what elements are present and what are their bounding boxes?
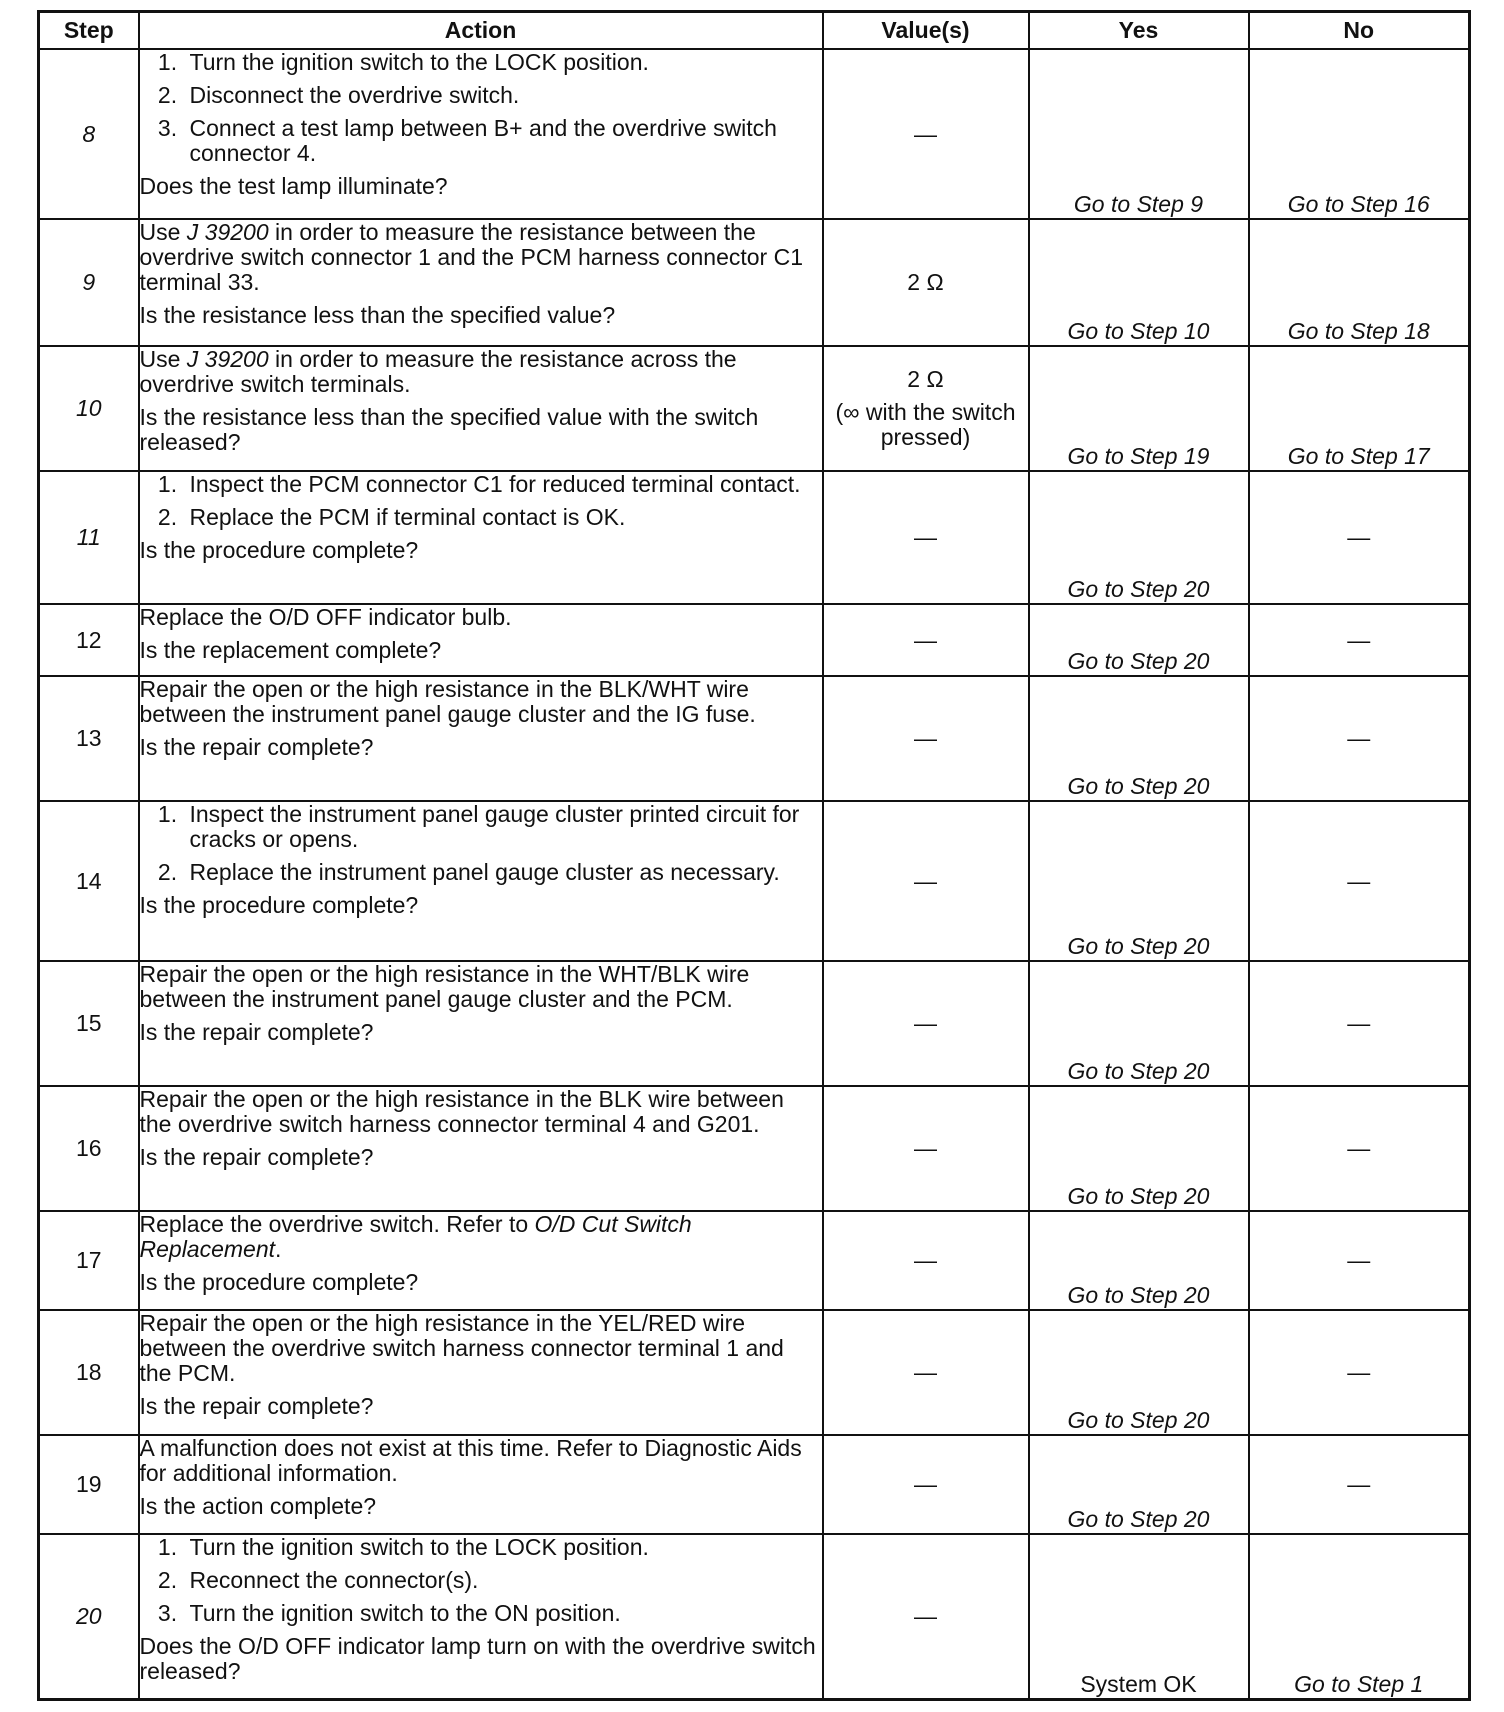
action-text [140,220,822,295]
no-cell: — [1249,801,1470,961]
action-question: Is the procedure complete? [139,537,419,563]
action-text-part: Use [139,346,187,372]
action-list [140,50,822,166]
step-number: 12 [39,604,139,676]
action-question: Is the repair complete? [139,734,374,760]
yes-cell: Go to Step 19 [1029,346,1249,471]
action-text-part: in order to measure the resistance between the overdrive switch connector 1 and the PCM harness connector C1 terminal 33. [139,219,803,295]
value-cell: — [823,1534,1029,1699]
step-number: 20 [39,1534,139,1699]
action-question: Is the procedure complete? [139,892,419,918]
action-cell [139,801,823,961]
step-number: 9 [39,219,139,346]
table-row [39,961,1470,1086]
table-row [39,604,1470,676]
no-cell: — [1249,961,1470,1086]
value-cell: — [823,961,1029,1086]
step-number: 18 [39,1310,139,1435]
tool-reference: J 39200 [186,346,269,372]
value-cell: — [823,801,1029,961]
value-cell [823,346,1029,471]
table-row [39,49,1470,219]
action-cell [139,604,823,676]
step-number: 14 [39,801,139,961]
header-action: Action [139,12,823,50]
no-cell: Go to Step 17 [1249,346,1470,471]
table-row [39,346,1470,471]
action-question: Is the resistance less than the specified value? [139,302,616,328]
action-text: Repair the open or the high resistance in the YEL/RED wire between the overdrive switch harness connector terminal 1 and the PCM. [139,1310,784,1386]
action-text: Repair the open or the high resistance in the WHT/BLK wire between the instrument panel gauge cluster and the PCM. [139,961,750,1012]
step-number: 10 [39,346,139,471]
step-number: 13 [39,676,139,801]
action-list-item: 1. Inspect the PCM connector C1 for reduced terminal contact. [184,472,822,497]
no-cell: — [1249,1310,1470,1435]
header-step: Step [39,12,139,50]
action-text: A malfunction does not exist at this time. Refer to Diagnostic Aids for additional information. [139,1435,802,1486]
action-cell [139,961,823,1086]
yes-cell: Go to Step 20 [1029,1435,1249,1534]
no-cell: — [1249,1086,1470,1211]
action-cell [139,1435,823,1534]
action-question: Is the procedure complete? [139,1269,419,1295]
action-text-part: Use [139,219,187,245]
header-row [39,12,1470,50]
action-text: Replace the O/D OFF indicator bulb. [139,604,512,630]
yes-cell: Go to Step 20 [1029,1086,1249,1211]
table-row [39,219,1470,346]
procedure-reference: O/D Cut Switch Replacement [139,1211,692,1262]
yes-cell: Go to Step 20 [1029,604,1249,676]
value-cell: — [823,1435,1029,1534]
action-list [140,802,822,885]
no-cell: — [1249,471,1470,604]
table-row [39,1310,1470,1435]
table-row [39,1086,1470,1211]
yes-cell: Go to Step 20 [1029,961,1249,1086]
diagnostic-table [37,10,1471,1701]
header-yes: Yes [1029,12,1249,50]
value-cell: — [823,1211,1029,1310]
value-cell: 2 Ω [823,219,1029,346]
action-cell [139,49,823,219]
action-list-item: 2. Disconnect the overdrive switch. [184,83,822,108]
action-text-part: in order to measure the resistance across the overdrive switch terminals. [139,346,737,397]
value-cell: — [823,604,1029,676]
yes-cell: Go to Step 20 [1029,471,1249,604]
step-number: 8 [39,49,139,219]
header-no: No [1249,12,1470,50]
action-list [140,1535,822,1626]
action-list-item: 1. Inspect the instrument panel gauge cluster printed circuit for cracks or opens. [184,802,822,852]
tool-reference: J 39200 [186,219,269,245]
no-cell: — [1249,676,1470,801]
yes-cell: Go to Step 20 [1029,801,1249,961]
action-list-item: 1. Turn the ignition switch to the LOCK position. [184,50,822,75]
no-cell: — [1249,1211,1470,1310]
action-cell [139,1534,823,1699]
value-cell: — [823,1310,1029,1435]
action-cell [139,219,823,346]
table-row [39,676,1470,801]
header-values: Value(s) [823,12,1029,50]
value-cell: — [823,49,1029,219]
action-list-item: 2. Replace the instrument panel gauge cluster as necessary. [184,860,822,885]
value-cell: — [823,1086,1029,1211]
action-question: Does the O/D OFF indicator lamp turn on with the overdrive switch released? [139,1633,816,1684]
action-cell [139,471,823,604]
action-question: Is the action complete? [139,1493,377,1519]
no-cell: — [1249,604,1470,676]
no-cell: Go to Step 16 [1249,49,1470,219]
step-number: 19 [39,1435,139,1534]
yes-cell: Go to Step 10 [1029,219,1249,346]
step-number: 16 [39,1086,139,1211]
action-list-item: 3. Turn the ignition switch to the ON position. [184,1601,822,1626]
action-list [140,472,822,530]
action-list-item: 1. Turn the ignition switch to the LOCK position. [184,1535,822,1560]
value-main: 2 Ω [907,366,944,392]
table-row [39,1211,1470,1310]
action-text-part: . [275,1236,282,1262]
action-text [140,347,822,397]
value-note: (∞ with the switch pressed) [835,399,1016,450]
action-cell [139,1086,823,1211]
step-number: 11 [39,471,139,604]
action-question: Is the repair complete? [139,1393,374,1419]
action-question: Is the repair complete? [139,1144,374,1170]
action-question: Is the resistance less than the specified value with the switch released? [139,404,759,455]
yes-cell: Go to Step 9 [1029,49,1249,219]
action-question: Is the repair complete? [139,1019,374,1045]
action-cell [139,346,823,471]
action-cell [139,676,823,801]
no-cell: Go to Step 18 [1249,219,1470,346]
yes-cell: Go to Step 20 [1029,676,1249,801]
action-text [140,1212,822,1262]
step-number: 17 [39,1211,139,1310]
yes-cell: Go to Step 20 [1029,1310,1249,1435]
action-question: Does the test lamp illuminate? [139,173,448,199]
action-cell [139,1211,823,1310]
no-cell: — [1249,1435,1470,1534]
action-text: Repair the open or the high resistance in the BLK/WHT wire between the instrument panel gauge cluster and the IG fuse. [139,676,756,727]
yes-cell: System OK [1029,1534,1249,1699]
action-question: Is the replacement complete? [139,637,442,663]
table-row [39,471,1470,604]
table-row [39,801,1470,961]
no-cell: Go to Step 1 [1249,1534,1470,1699]
action-list-item: 2. Replace the PCM if terminal contact is OK. [184,505,822,530]
action-text: Repair the open or the high resistance in the BLK wire between the overdrive switch harness connector terminal 4 and G201. [139,1086,784,1137]
table-row [39,1534,1470,1699]
yes-cell: Go to Step 20 [1029,1211,1249,1310]
action-list-item: 2. Reconnect the connector(s). [184,1568,822,1593]
action-text-part: Replace the overdrive switch. Refer to [139,1211,535,1237]
table-row [39,1435,1470,1534]
step-number: 15 [39,961,139,1086]
action-list-item: 3. Connect a test lamp between B+ and the overdrive switch connector 4. [184,116,822,166]
value-cell: — [823,676,1029,801]
action-cell [139,1310,823,1435]
value-cell: — [823,471,1029,604]
